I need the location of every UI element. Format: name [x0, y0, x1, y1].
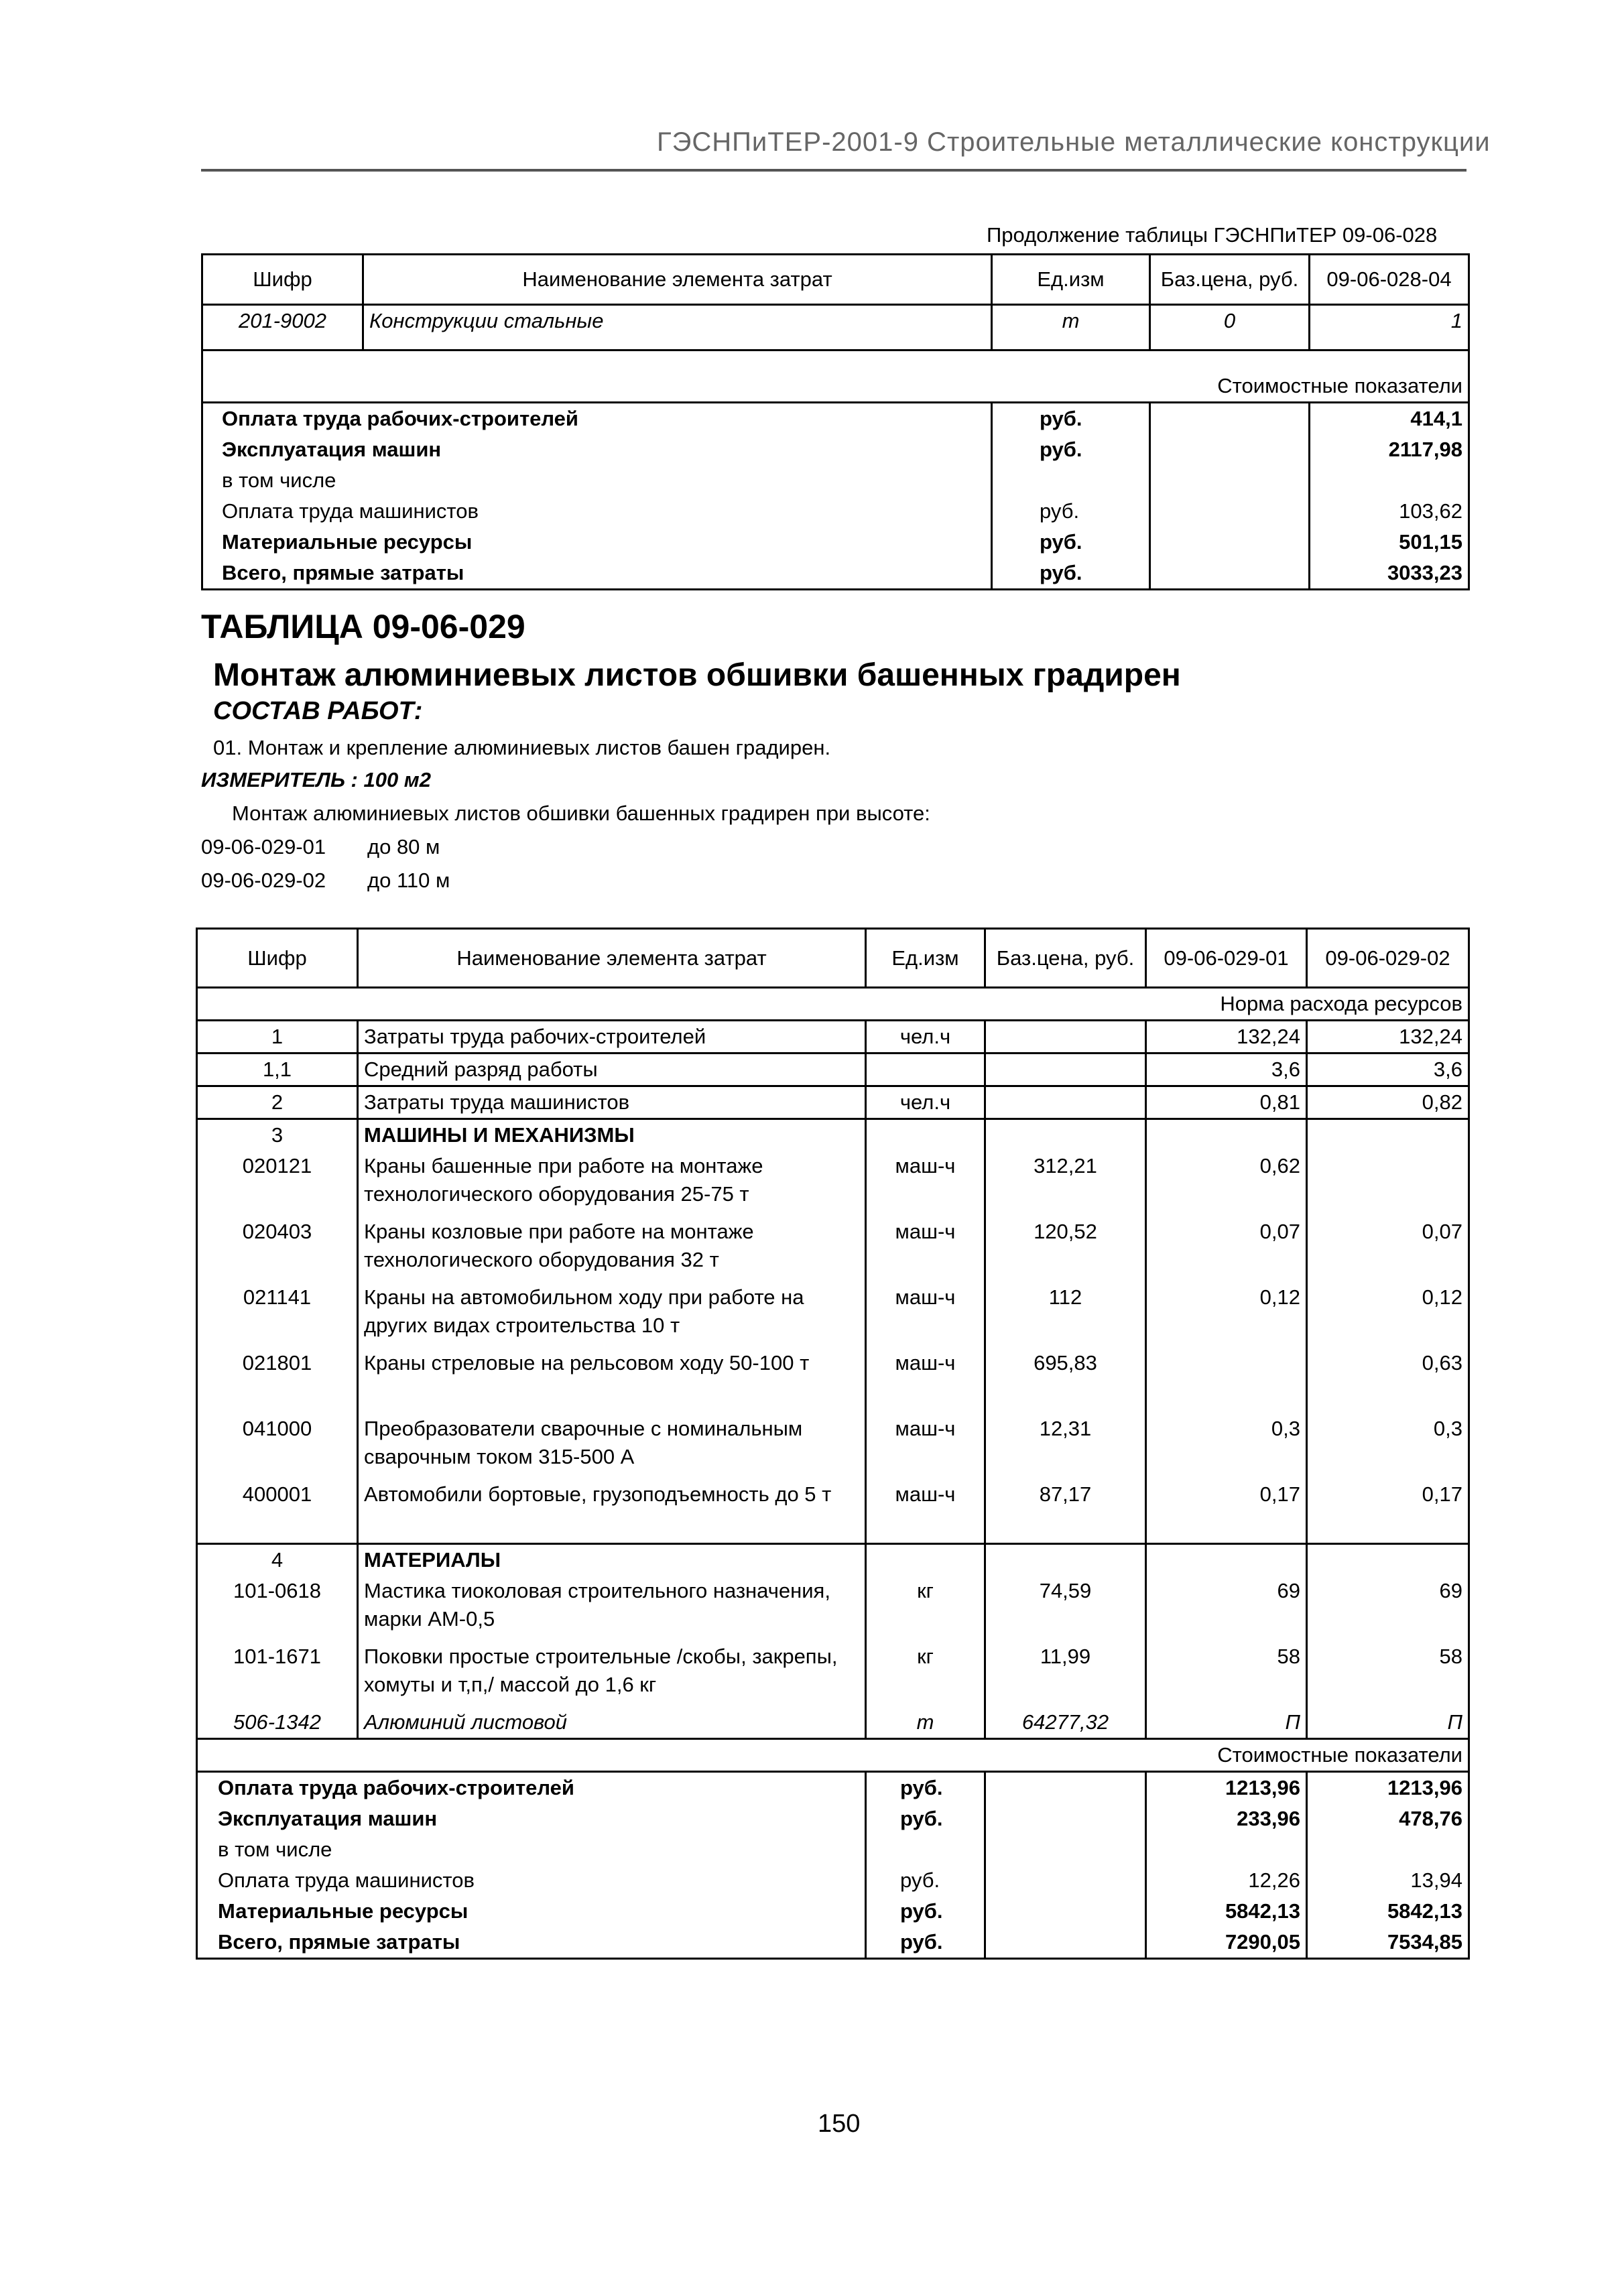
cell-name: Всего, прямые затраты	[197, 1927, 866, 1959]
cell-name: Мастика тиоколовая строительного назначения, марки АМ-0,5	[358, 1576, 866, 1641]
table-row	[202, 402, 1469, 434]
table2	[196, 928, 1470, 1960]
variant-code: 09-06-029-01	[201, 835, 326, 858]
table-row	[202, 465, 1469, 496]
cell-code: 2	[197, 1086, 358, 1119]
cell-name: Оплата труда машинистов	[202, 496, 992, 527]
variant-desc: до 80 м	[367, 835, 440, 858]
cell-value: 0,17	[1146, 1479, 1307, 1543]
cell-value: 0,81	[1146, 1086, 1307, 1119]
cell-value: 58	[1146, 1641, 1307, 1707]
cell-unit: руб.	[866, 1771, 985, 1803]
cell-value: 0,3	[1307, 1413, 1469, 1479]
cell-value: 69	[1307, 1576, 1469, 1641]
cell-code: 101-0618	[197, 1576, 358, 1641]
table-row	[197, 1865, 1469, 1896]
cell-name: Материальные ресурсы	[202, 527, 992, 558]
table-row	[202, 558, 1469, 590]
cell-value	[1146, 1348, 1307, 1413]
cell-value: 69	[1146, 1576, 1307, 1641]
cell-price: 120,52	[985, 1216, 1146, 1282]
cell-value: П	[1307, 1707, 1469, 1739]
cell-code: 3	[197, 1119, 358, 1151]
table1-section-row	[202, 371, 1469, 403]
table-row	[197, 1086, 1469, 1119]
cell-code: 101-1671	[197, 1641, 358, 1707]
meter-label: ИЗМЕРИТЕЛЬ : 100 м2	[201, 768, 431, 791]
cell-value: 0,63	[1307, 1348, 1469, 1413]
cell-name: Краны стреловые на рельсовом ходу 50-100 т	[358, 1348, 866, 1413]
cell-unit: руб.	[992, 496, 1150, 527]
cell-value: 7534,85	[1307, 1927, 1469, 1959]
table-row	[197, 1413, 1469, 1479]
col-header: 09-06-029-02	[1307, 929, 1469, 988]
cell-unit: маш-ч	[866, 1479, 985, 1543]
cell-unit: маш-ч	[866, 1216, 985, 1282]
cell-value: 58	[1307, 1641, 1469, 1707]
section-label: Стоимостные показатели	[202, 371, 1469, 403]
cell-unit: маш-ч	[866, 1348, 985, 1413]
cell-code: 4	[197, 1543, 358, 1576]
cell-price: 112	[985, 1282, 1146, 1348]
cell-name: Оплата труда машинистов	[197, 1865, 866, 1896]
cell-name: Средний разряд работы	[358, 1054, 866, 1086]
cell-name: Эксплуатация машин	[202, 434, 992, 465]
col-header: Баз.цена, руб.	[1150, 255, 1310, 305]
cell-code: 021801	[197, 1348, 358, 1413]
table-row	[197, 1896, 1469, 1927]
cell-unit: маш-ч	[866, 1413, 985, 1479]
table-row	[197, 1216, 1469, 1282]
cell-name: МАШИНЫ И МЕХАНИЗМЫ	[358, 1119, 866, 1151]
table-row	[197, 1834, 1469, 1865]
cell-value: 5842,13	[1307, 1896, 1469, 1927]
cell-value: 0,17	[1307, 1479, 1469, 1543]
cell-value: 233,96	[1146, 1803, 1307, 1834]
cell-price: 695,83	[985, 1348, 1146, 1413]
cell-price: 74,59	[985, 1576, 1146, 1641]
cell-name: Автомобили бортовые, грузоподъемность до 5 т	[358, 1479, 866, 1543]
cell-name: Затраты труда машинистов	[358, 1086, 866, 1119]
cell-unit	[866, 1054, 985, 1086]
table-row	[197, 1054, 1469, 1086]
cell-unit: чел.ч	[866, 1021, 985, 1054]
cell-name: Поковки простые строительные /скобы, закрепы, хомуты и т,п,/ массой до 1,6 кг	[358, 1641, 866, 1707]
table-row	[197, 1021, 1469, 1054]
table-row	[202, 434, 1469, 465]
cell-value: 0,07	[1307, 1216, 1469, 1282]
cell-name: Оплата труда рабочих-строителей	[202, 402, 992, 434]
table-number: ТАБЛИЦА 09-06-029	[201, 608, 525, 645]
cell-value: 0,3	[1146, 1413, 1307, 1479]
table-row	[197, 1151, 1469, 1216]
cell-value: 0,07	[1146, 1216, 1307, 1282]
cell-value: 1	[1310, 305, 1469, 350]
table-row	[197, 1543, 1469, 1576]
work-composition-heading: СОСТАВ РАБОТ:	[213, 697, 423, 725]
cell-value: 1213,96	[1307, 1771, 1469, 1803]
cell-price	[985, 1021, 1146, 1054]
table-row	[197, 1803, 1469, 1834]
table-row	[202, 496, 1469, 527]
table2-header-row	[197, 929, 1469, 988]
col-header: Ед.изм	[992, 255, 1150, 305]
cell-unit: маш-ч	[866, 1282, 985, 1348]
cell-value: 2117,98	[1310, 434, 1469, 465]
cell-code: 020403	[197, 1216, 358, 1282]
table-row	[197, 1119, 1469, 1151]
cell-value	[1310, 465, 1469, 496]
cell-code: 1,1	[197, 1054, 358, 1086]
col-header: Наименование элемента затрат	[358, 929, 866, 988]
cell-name: Оплата труда рабочих-строителей	[197, 1771, 866, 1803]
cell-value: 3033,23	[1310, 558, 1469, 590]
col-header: Ед.изм	[866, 929, 985, 988]
cell-value: П	[1146, 1707, 1307, 1739]
cell-code: 020121	[197, 1151, 358, 1216]
cell-code: 201-9002	[202, 305, 363, 350]
cell-unit: руб.	[992, 434, 1150, 465]
cell-name: Преобразователи сварочные с номинальным сварочным током 315-500 А	[358, 1413, 866, 1479]
cell-code: 400001	[197, 1479, 358, 1543]
variant-desc: до 110 м	[367, 869, 450, 892]
cell-price: 11,99	[985, 1641, 1146, 1707]
cell-unit	[992, 465, 1150, 496]
cell-name: Материальные ресурсы	[197, 1896, 866, 1927]
norm-label: Норма расхода ресурсов	[197, 988, 1469, 1021]
cell-value: 414,1	[1310, 402, 1469, 434]
cell-unit: чел.ч	[866, 1086, 985, 1119]
cell-name: Всего, прямые затраты	[202, 558, 992, 590]
cell-value: 501,15	[1310, 527, 1469, 558]
cell-unit: руб.	[992, 527, 1150, 558]
cell-value: 132,24	[1307, 1021, 1469, 1054]
cell-price: 312,21	[985, 1151, 1146, 1216]
cell-value: 13,94	[1307, 1865, 1469, 1896]
cell-value	[1146, 1834, 1307, 1865]
col-header: Шифр	[202, 255, 363, 305]
cell-price: 0	[1150, 305, 1310, 350]
cell-code: 041000	[197, 1413, 358, 1479]
cell-value: 0,82	[1307, 1086, 1469, 1119]
table-row	[202, 527, 1469, 558]
cell-code: 021141	[197, 1282, 358, 1348]
table-row	[197, 1282, 1469, 1348]
cell-price	[985, 1054, 1146, 1086]
cell-value: 132,24	[1146, 1021, 1307, 1054]
cell-unit: руб.	[992, 558, 1150, 590]
cell-unit: маш-ч	[866, 1151, 985, 1216]
table1	[201, 253, 1470, 590]
table-row	[197, 1576, 1469, 1641]
col-header: Наименование элемента затрат	[363, 255, 992, 305]
col-header: 09-06-028-04	[1310, 255, 1469, 305]
cell-name: Краны козловые при работе на монтаже технологического оборудования 32 т	[358, 1216, 866, 1282]
table-row	[197, 1641, 1469, 1707]
cell-name: в том числе	[202, 465, 992, 496]
table-row	[197, 1707, 1469, 1739]
page-number: 150	[818, 2110, 861, 2138]
cell-unit: кг	[866, 1576, 985, 1641]
cell-value: 7290,05	[1146, 1927, 1307, 1959]
cell-value: 0,12	[1146, 1282, 1307, 1348]
cell-unit: руб.	[866, 1896, 985, 1927]
cell-value: 478,76	[1307, 1803, 1469, 1834]
variant-code: 09-06-029-02	[201, 869, 326, 892]
cell-unit: кг	[866, 1641, 985, 1707]
cell-name: в том числе	[197, 1834, 866, 1865]
cell-value	[1307, 1151, 1469, 1216]
cell-name: Затраты труда рабочих-строителей	[358, 1021, 866, 1054]
cell-unit: руб.	[866, 1927, 985, 1959]
cell-unit: т	[992, 305, 1150, 350]
cell-name: Краны башенные при работе на монтаже технологического оборудования 25-75 т	[358, 1151, 866, 1216]
table2-norm-row	[197, 988, 1469, 1021]
col-header: Баз.цена, руб.	[985, 929, 1146, 988]
section-label: Стоимостные показатели	[197, 1738, 1469, 1771]
cell-unit: т	[866, 1707, 985, 1739]
cell-unit	[866, 1834, 985, 1865]
cell-value: 3,6	[1307, 1054, 1469, 1086]
table-row	[197, 1927, 1469, 1959]
cell-value: 1213,96	[1146, 1771, 1307, 1803]
running-header: ГЭСНПиТЕР-2001-9 Строительные металлические конструкции	[657, 127, 1491, 157]
cell-value: 0,62	[1146, 1151, 1307, 1216]
col-header: 09-06-029-01	[1146, 929, 1307, 988]
header-rule	[201, 169, 1467, 172]
table-row	[197, 1348, 1469, 1413]
table1-header-row	[202, 255, 1469, 305]
table2-section-row	[197, 1738, 1469, 1771]
cell-unit: руб.	[992, 402, 1150, 434]
cell-value: 0,12	[1307, 1282, 1469, 1348]
table-row	[197, 1479, 1469, 1543]
cell-value: 12,26	[1146, 1865, 1307, 1896]
intro-text: Монтаж алюминиевых листов обшивки башенных градирен при высоте:	[232, 802, 930, 825]
cell-code: 1	[197, 1021, 358, 1054]
cell-price	[985, 1086, 1146, 1119]
cell-price: 12,31	[985, 1413, 1146, 1479]
col-header: Шифр	[197, 929, 358, 988]
cell-name: Эксплуатация машин	[197, 1803, 866, 1834]
cell-name: Конструкции стальные	[363, 305, 992, 350]
table1-caption: Продолжение таблицы ГЭСНПиТЕР 09-06-028	[987, 223, 1438, 247]
cell-name: МАТЕРИАЛЫ	[358, 1543, 866, 1576]
cell-price: 87,17	[985, 1479, 1146, 1543]
cell-unit: руб.	[866, 1803, 985, 1834]
cell-name: Алюминий листовой	[358, 1707, 866, 1739]
cell-value: 103,62	[1310, 496, 1469, 527]
table-row	[202, 305, 1469, 350]
cell-unit: руб.	[866, 1865, 985, 1896]
cell-price: 64277,32	[985, 1707, 1146, 1739]
cell-value	[1307, 1834, 1469, 1865]
table-row	[197, 1771, 1469, 1803]
cell-name: Краны на автомобильном ходу при работе на других видах строительства 10 т	[358, 1282, 866, 1348]
table-title: Монтаж алюминиевых листов обшивки башенных градирен	[213, 657, 1181, 693]
cell-value: 5842,13	[1146, 1896, 1307, 1927]
work-item: 01. Монтаж и крепление алюминиевых листов башен градирен.	[213, 736, 831, 759]
cell-value: 3,6	[1146, 1054, 1307, 1086]
cell-code: 506-1342	[197, 1707, 358, 1739]
